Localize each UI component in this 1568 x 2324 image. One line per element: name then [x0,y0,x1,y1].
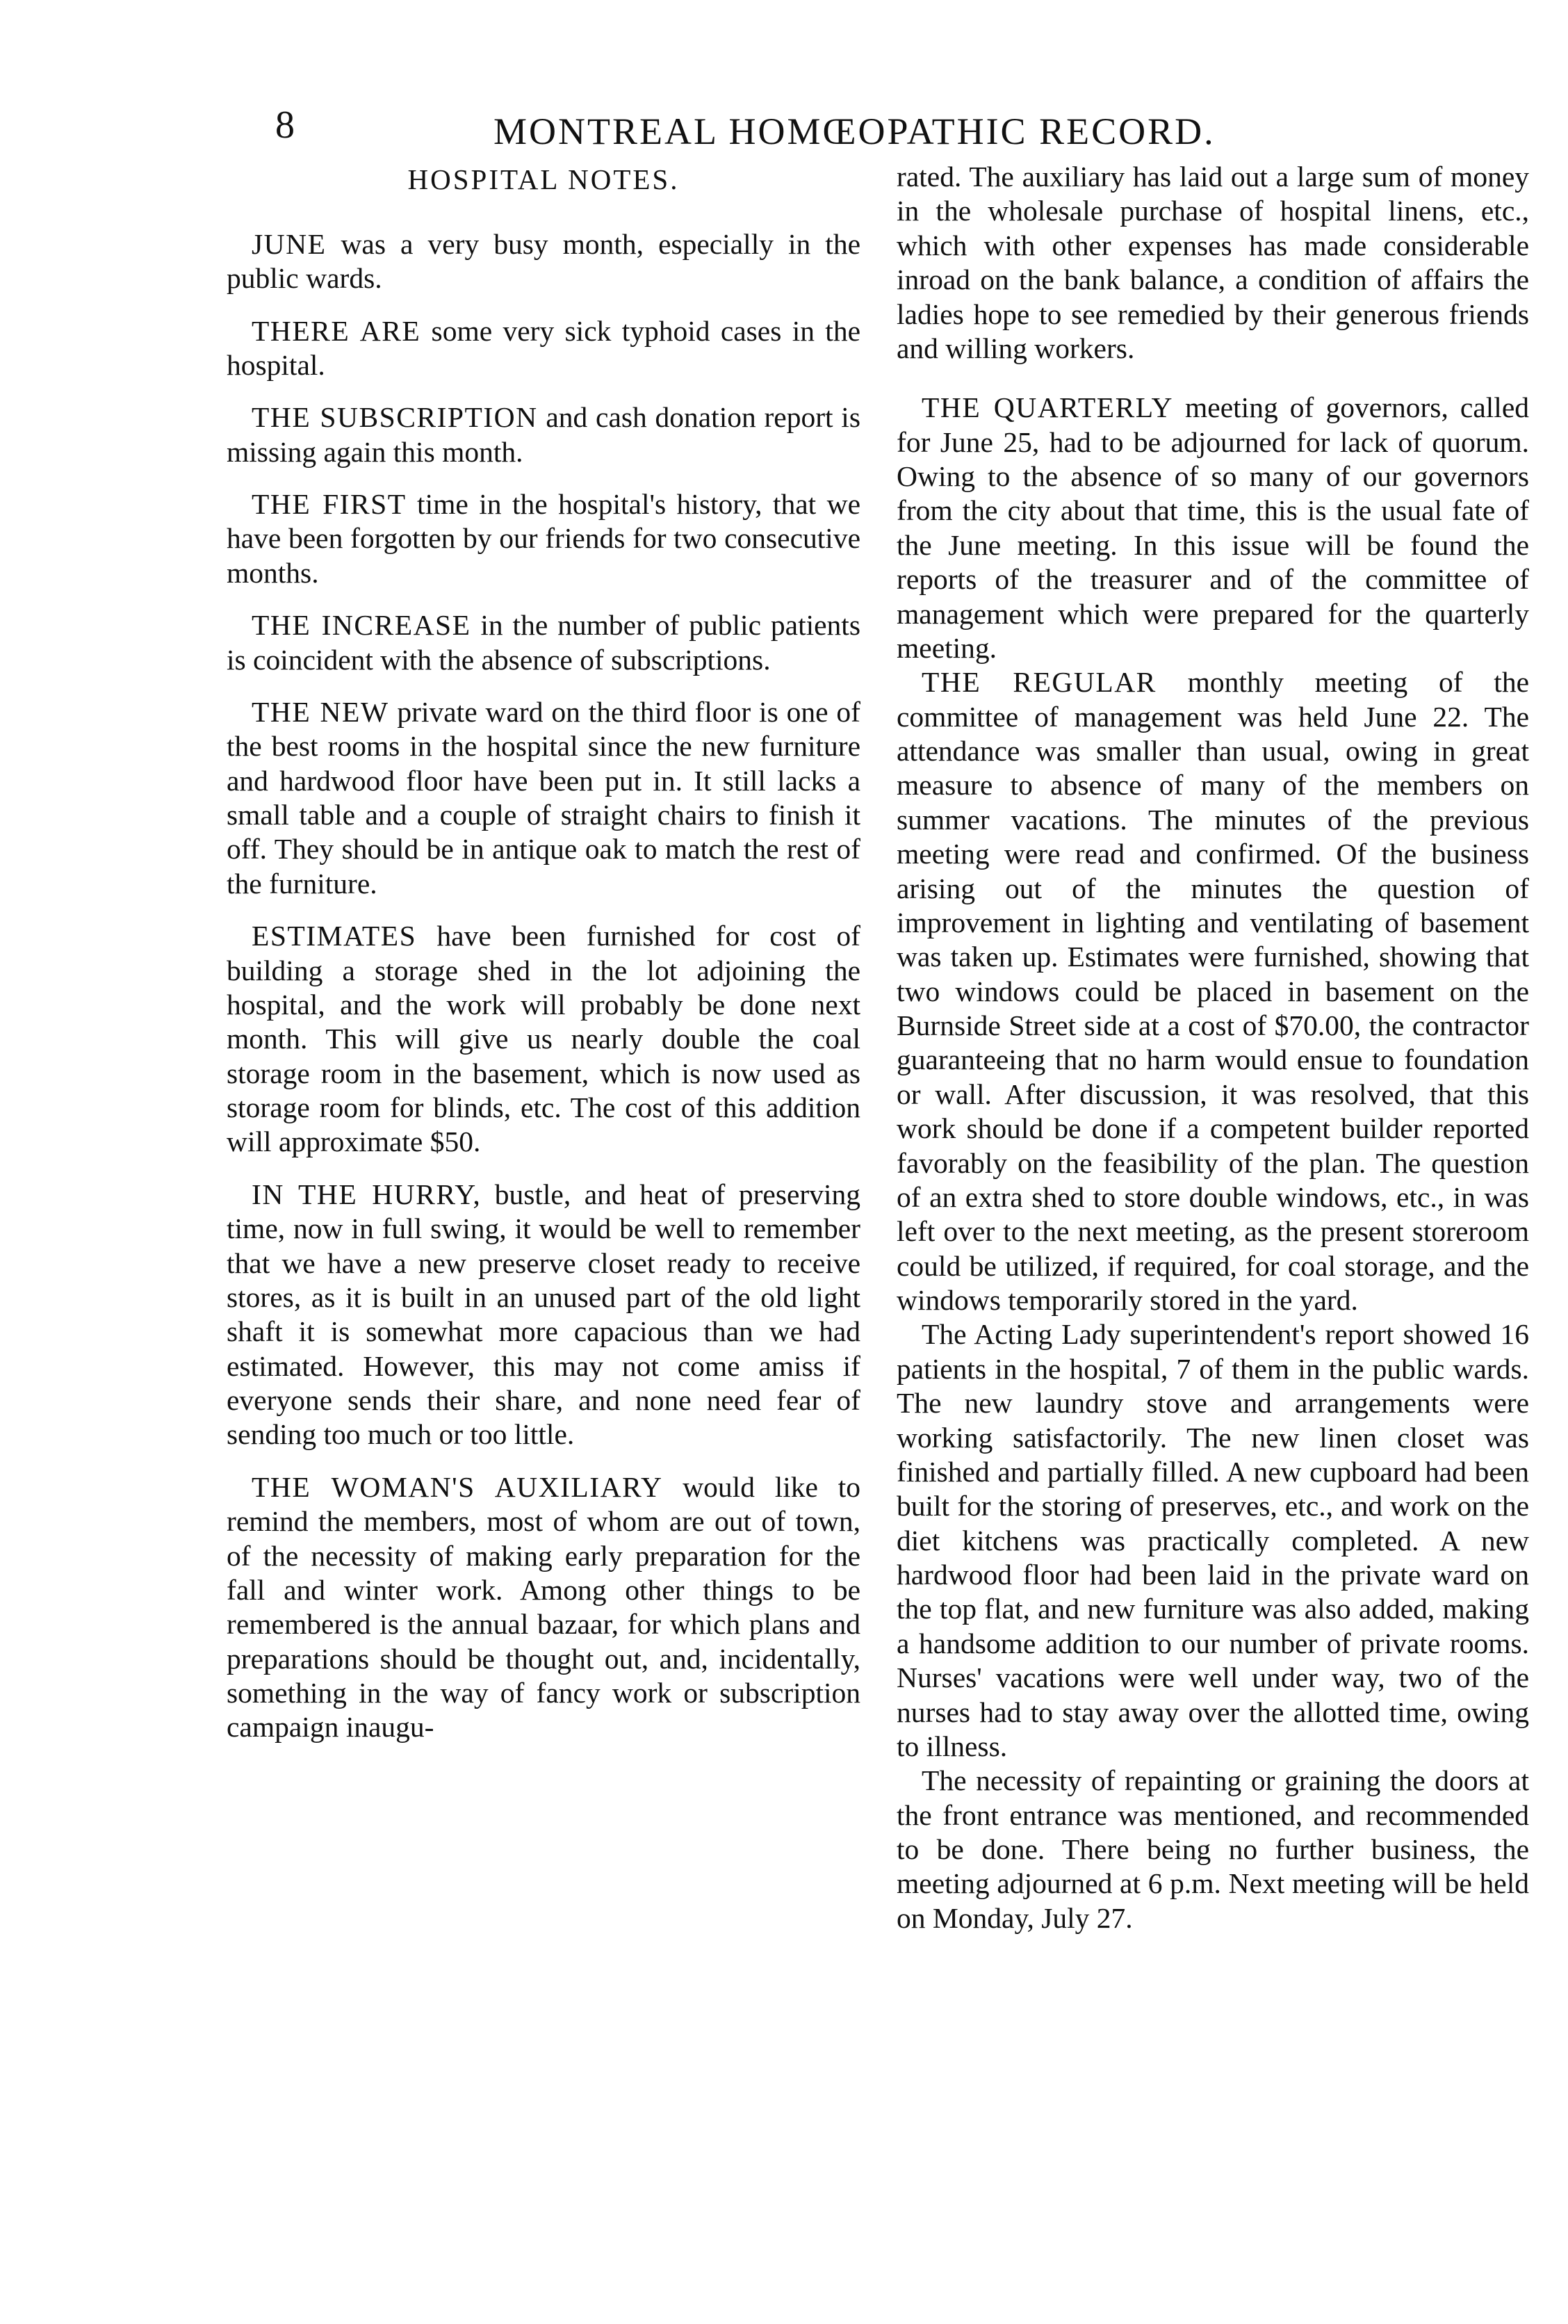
note-paragraph [227,608,860,677]
note-paragraph [227,1470,860,1745]
paragraph-lead: IN THE HURRY, [252,1178,482,1210]
paragraph-text: was a very busy month, especially in the public wards. [227,227,860,295]
paragraph-text: have been furnished for cost of building a storage shed in the lot adjoining the hospital, and the work will probably be done next month. This will give us nearly double the coal storage room in the basement, which is now used as storage room for blinds, etc. The cost of this addition will approximate $50. [227,920,860,1158]
right-column [897,160,1529,1935]
paragraph-text: and cash donation report is missing again this month. [227,401,860,468]
paragraph-lead: THE WOMAN'S AUXILIARY [252,1470,663,1503]
paragraph-text: rated. The auxiliary has laid out a large sum of money in the wholesale purchase of hospital linens, etc., which with other expenses has made considerable inroad on the bank balance, a condition of affairs the ladies hope to see remedied by their generous friends and willing workers. [897,161,1529,364]
paragraph-lead: THE NEW [252,695,389,728]
paragraph-text: private ward on the third floor is one of the best rooms in the hospital since the new furniture and hardwood floor have been put in. It still lacks a small table and a couple of straight chairs to finish it off. They should be in antique oak to match the rest of the furniture. [227,695,860,900]
note-paragraph [227,227,860,296]
paragraph-lead: THE QUARTERLY [922,391,1173,424]
paragraph-lead: THE REGULAR [922,666,1157,699]
note-paragraph [897,1764,1529,1935]
paragraph-text: would like to remind the members, most of whom are out of town, of the necessity of making early preparation for the fall and winter work. Among other things to be remembered is the annual bazaar, for which plans and preparations should be thought out, and, incidentally, something in the way of fancy work or subscription campaign inaugu- [227,1470,860,1744]
paragraph-text: The Acting Lady superintendent's report showed 16 patients in the hospital, 7 of them in the public wards. The new laundry stove and arrangements were working satisfactorily. The new linen closet was finished and partially filled. A new cupboard had been built for the storing of preserves, etc., and work on the diet kitchens was practically completed. A new hardwood floor had been laid in the private ward on the top flat, and new furniture was also added, making a handsome addition to our number of private rooms. Nurses' vacations were well under way, two of the nurses had to stay away over the allotted time, owing to illness. [897,1318,1529,1762]
paragraph-text: monthly meeting of the committee of management was held June 22. The attendance was smaller than usual, owing in great measure to absence of many of the members on summer vacations. The minutes of the previous meeting were read and confirmed. Of the business arising out of the minutes the question of improvement in lighting and ventilating of basement was taken up. Estimates were furnished, showing that two windows could be placed in basement on the Burnside Street side at a cost of $70.00, the contractor guaranteeing that no harm would ensue to foundation or wall. After discussion, it was resolved, that this work should be done if a competent builder reported favorably on the feasibility of the plan. The question of an extra shed to store double windows, etc., in was left over to the next meeting, as the present storeroom could be utilized, if required, for coal storage, and the windows temporarily stored in the yard. [897,666,1529,1316]
note-paragraph [227,487,860,590]
paragraph-text: in the number of public patients is coincident with the absence of subscriptions. [227,609,860,676]
paragraph-text: meeting of governors, called for June 25, had to be adjourned for lack of quorum. Owing to the absence of so many of our governors from the city about that time, this is the usual fate of the June meeting. In this issue will be found the reports of the treasurer and of the committee of management which were prepared for the quarterly meeting. [897,391,1529,664]
note-paragraph [227,695,860,901]
paragraph-lead: THE FIRST [252,488,407,521]
left-column [227,160,860,1763]
section-title: HOSPITAL NOTES. [407,163,680,195]
page-number: 8 [275,104,295,147]
paragraph-text: time in the hospital's history, that we have been forgotten by our friends for two consecutive months. [227,488,861,589]
paragraph-text: The necessity of repainting or graining the doors at the front entrance was mentioned, and recommended to be done. There being no further business, the meeting adjourned at 6 p.m. Next meeting will be held on Monday, July 27. [897,1764,1529,1934]
note-paragraph [897,665,1529,1317]
note-paragraph [227,400,860,469]
paragraph-text: bustle, and heat of preserving time, now in full swing, it would be well to remember that we have a new preserve closet ready to receive stores, as it is built in an unused part of the old light shaft it is somewhat more capacious than we had estimated. However, this may not come amiss if everyone sends their share, and none need fear of sending too much or too little. [227,1178,860,1451]
note-paragraph [227,919,860,1160]
paragraph-lead: THERE ARE [252,314,421,347]
paragraph-text: some very sick typhoid cases in the hospital. [227,314,860,381]
paragraph-lead: THE INCREASE [252,609,471,642]
paragraph-lead: THE SUBSCRIPTION [252,401,538,434]
paragraph-lead: JUNE [252,227,327,260]
note-paragraph [897,391,1529,665]
note-paragraph [897,160,1529,366]
page-header [209,103,1501,159]
running-title: MONTREAL HOMŒOPATHIC RECORD. [493,111,1216,152]
paragraph-lead: ESTIMATES [252,920,417,952]
note-paragraph [227,314,860,383]
note-paragraph [227,1178,860,1452]
note-paragraph [897,1317,1529,1764]
